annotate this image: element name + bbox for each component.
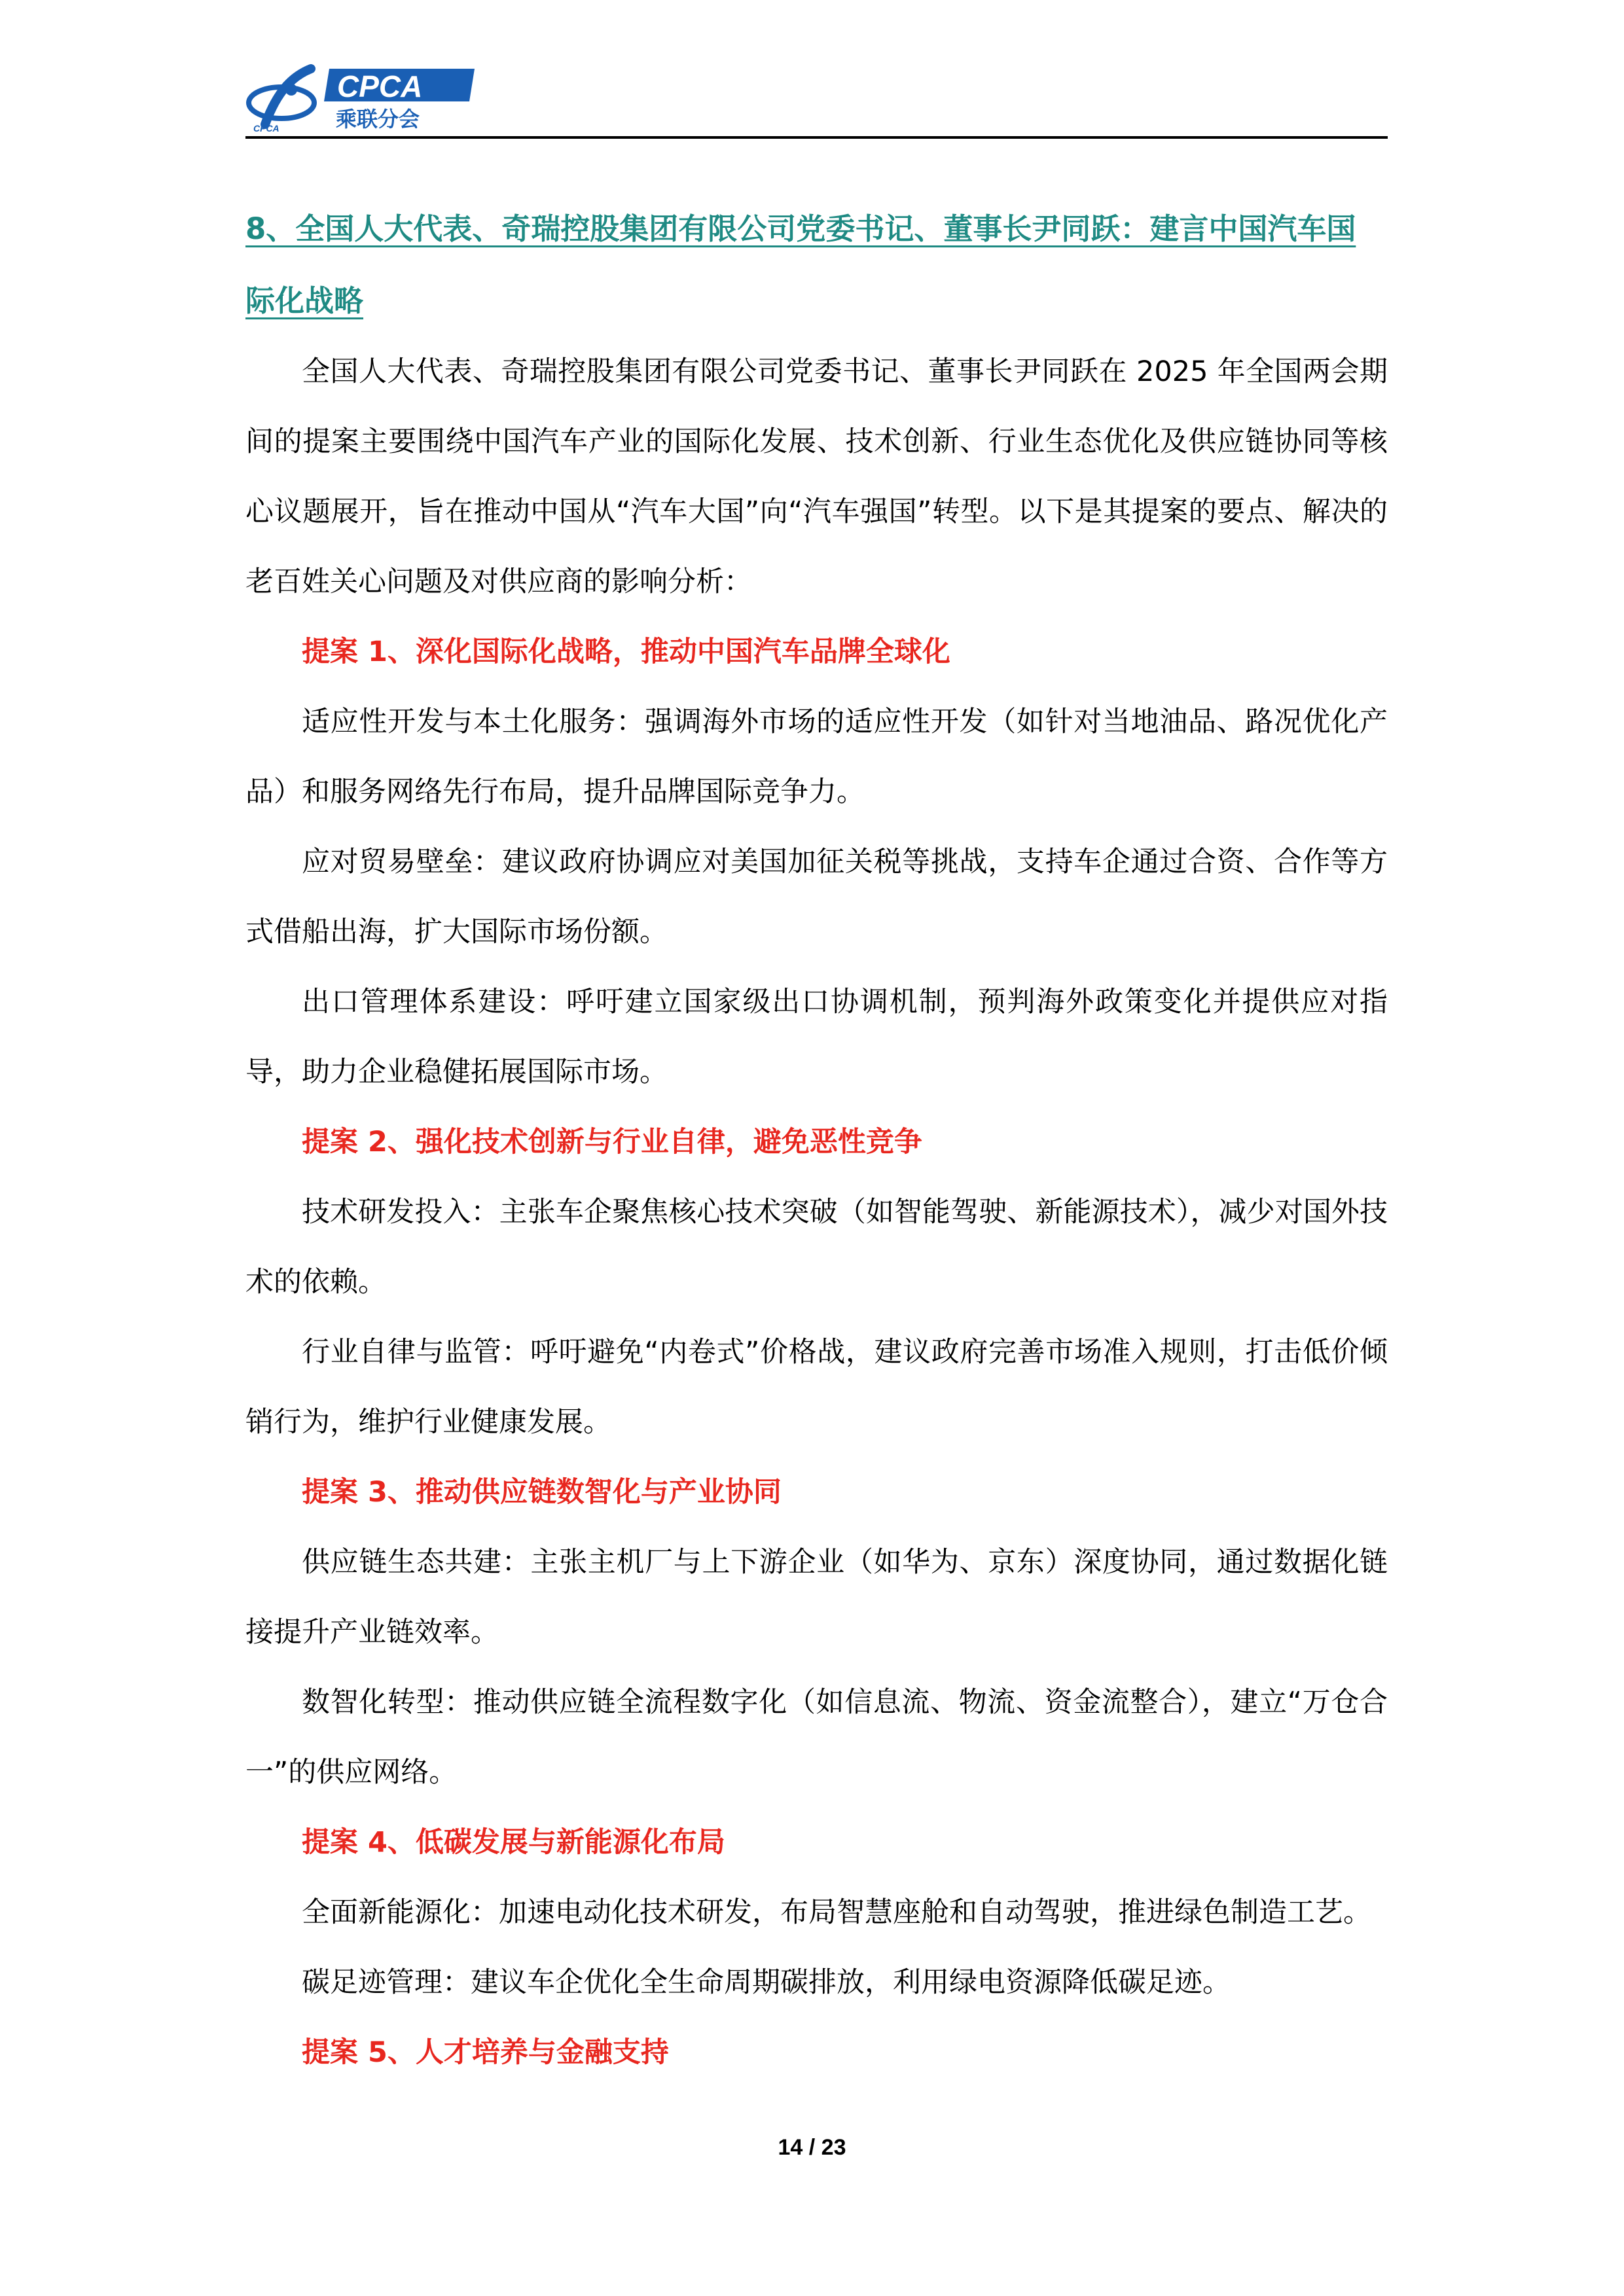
section-heading-line2: 际化战略 — [245, 283, 364, 318]
proposal-1-item-3: 出口管理体系建设：呼吁建立国家级出口协调机制，预判海外政策变化并提供应对指导，助力企业稳健拓展国际市场。 — [245, 986, 1388, 1088]
section-heading-line1: 8、全国人大代表、奇瑞控股集团有限公司党委书记、董事长尹同跃：建言中国汽车国 — [245, 211, 1356, 246]
logo-subtext: 乘联分会 — [336, 107, 420, 132]
proposal-1-title: 提案 1、深化国际化战略，推动中国汽车品牌全球化 — [302, 636, 950, 668]
cpca-logo — [245, 62, 481, 134]
document-body — [245, 193, 1388, 2088]
proposal-3-item-2: 数智化转型：推动供应链全流程数字化（如信息流、物流、资金流整合），建立“万仓合一”的供应网络。 — [245, 1686, 1388, 1789]
logo-emblem-dot — [285, 84, 297, 96]
section-heading — [245, 193, 1388, 337]
intro-paragraph: 全国人大代表、奇瑞控股集团有限公司党委书记、董事长尹同跃在 2025 年全国两会期间的提案主要围绕中国汽车产业的国际化发展、技术创新、行业生态优化及供应链协同等核心议题展开，旨在推动中国从“汽车大国”向“汽车强国”转型。以下是其提案的要点、解决的老百姓关心问题及对供应商的影响分析： — [245, 355, 1388, 598]
proposal-1-item-1: 适应性开发与本土化服务：强调海外市场的适应性开发（如针对当地油品、路况优化产品）和服务网络先行布局，提升品牌国际竞争力。 — [245, 706, 1388, 808]
header-divider — [245, 136, 1388, 139]
proposal-4-item-1: 全面新能源化：加速电动化技术研发，布局智慧座舱和自动驾驶，推进绿色制造工艺。 — [302, 1896, 1371, 1929]
proposal-4-title: 提案 4、低碳发展与新能源化布局 — [302, 1826, 725, 1859]
proposal-1-item-2: 应对贸易壁垒：建议政府协调应对美国加征关税等挑战，支持车企通过合资、合作等方式借船出海，扩大国际市场份额。 — [245, 846, 1388, 948]
proposal-2-item-1: 技术研发投入：主张车企聚焦核心技术突破（如智能驾驶、新能源技术），减少对国外技术的依赖。 — [245, 1196, 1388, 1299]
proposal-2-item-2: 行业自律与监管：呼吁避免“内卷式”价格战，建议政府完善市场准入规则，打击低价倾销行为，维护行业健康发展。 — [245, 1336, 1388, 1439]
proposal-4-item-2: 碳足迹管理：建议车企优化全生命周期碳排放，利用绿电资源降低碳足迹。 — [302, 1966, 1231, 1999]
page-number: 14 / 23 — [778, 2135, 846, 2160]
proposal-5-title: 提案 5、人才培养与金融支持 — [302, 2036, 669, 2069]
proposal-3-title: 提案 3、推动供应链数智化与产业协同 — [302, 1476, 782, 1509]
page-header — [245, 62, 1388, 141]
proposal-2-title: 提案 2、强化技术创新与行业自律，避免恶性竞争 — [302, 1126, 922, 1158]
logo-emblem-text: CPCA — [253, 123, 280, 134]
logo-text: CPCA — [337, 69, 423, 103]
proposal-3-item-1: 供应链生态共建：主张主机厂与上下游企业（如华为、京东）深度协同，通过数据化链接提升产业链效率。 — [245, 1546, 1388, 1649]
